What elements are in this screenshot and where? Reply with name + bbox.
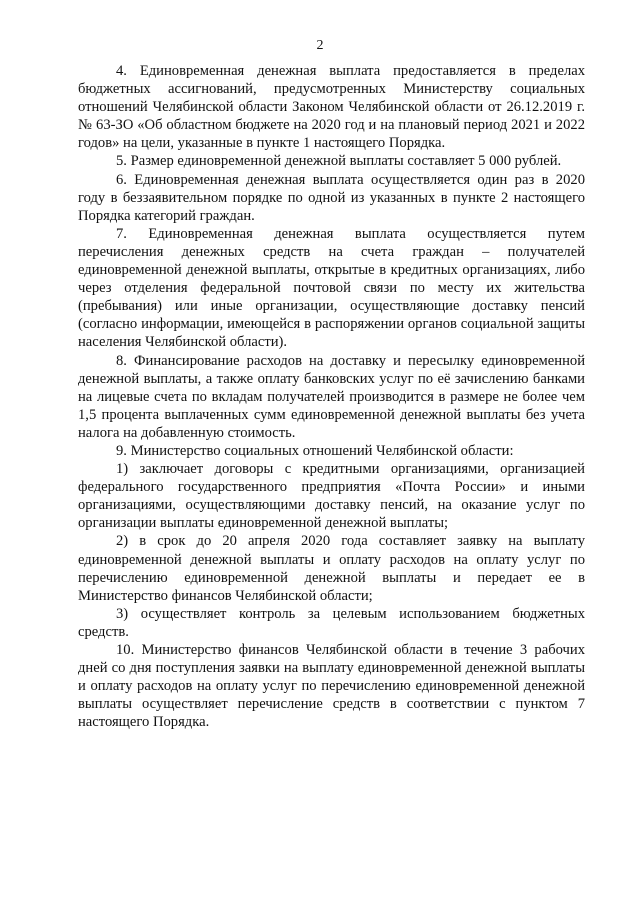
paragraph-9-item-1: 1) заключает договоры с кредитными организациями, организацией федерального государственного предприятия «Почта России» и иными организациями, осуществляющими доставку пенсий, на оказание услуг по организации выплаты единовременной денежной выплаты; bbox=[78, 461, 585, 532]
page-number: 2 bbox=[316, 38, 324, 53]
paragraph-4: 4. Единовременная денежная выплата предоставляется в пределах бюджетных ассигнований, предусмотренных Министерству социальных отношений Челябинской области Законом Челябинской области от 26.12.2019 г. № 63-ЗО «Об областном бюджете на 2020 год и на плановый период 2021 и 2022 годов» на цели, указанные в пункте 1 настоящего Порядка. bbox=[78, 63, 585, 152]
paragraph-6: 6. Единовременная денежная выплата осуществляется один раз в 2020 году в беззаявительном порядке по одной из указанных в пункте 2 настоящего Порядка категорий граждан. bbox=[78, 171, 585, 224]
paragraph-8: 8. Финансирование расходов на доставку и пересылку единовременной денежной выплаты, а также оплату банковских услуг по её зачислению банками на лицевые счета по вкладам получателей производится в размере не более чем 1,5 процента выплаченных сумм единовременной денежной выплаты без учета налога на добавленную стоимость. bbox=[78, 352, 585, 441]
paragraph-9-item-2: 2) в срок до 20 апреля 2020 года составляет заявку на выплату единовременной денежной выплаты и оплату расходов на оплату услуг по перечислению единовременной денежной выплаты и передает ее в Министерство финансов Челябинской области; bbox=[78, 533, 585, 604]
document-body bbox=[78, 62, 585, 731]
paragraph-9-item-3: 3) осуществляет контроль за целевым использованием бюджетных средств. bbox=[78, 605, 585, 640]
paragraph-9: 9. Министерство социальных отношений Челябинской области: bbox=[116, 442, 514, 459]
paragraph-5: 5. Размер единовременной денежной выплаты составляет 5 000 рублей. bbox=[116, 153, 562, 170]
paragraph-10: 10. Министерство финансов Челябинской области в течение 3 рабочих дней со дня поступления заявки на выплату единовременной денежной выплаты и оплату расходов на оплату услуг по перечислению единовременной денежной выплаты осуществляет перечисление средств в соответствии с пунктом 7 настоящего Порядка. bbox=[78, 642, 585, 731]
paragraph-7: 7. Единовременная денежная выплата осуществляется путем перечисления денежных средств на счета граждан – получателей единовременной денежной выплаты, открытые в кредитных организациях, либо через отделения федеральной почтовой связи по месту их жительства (пребывания) или иные организации, осуществляющие доставку пенсий (согласно информации, имеющейся в распоряжении органов социальной защиты населения Челябинской области). bbox=[78, 225, 585, 351]
